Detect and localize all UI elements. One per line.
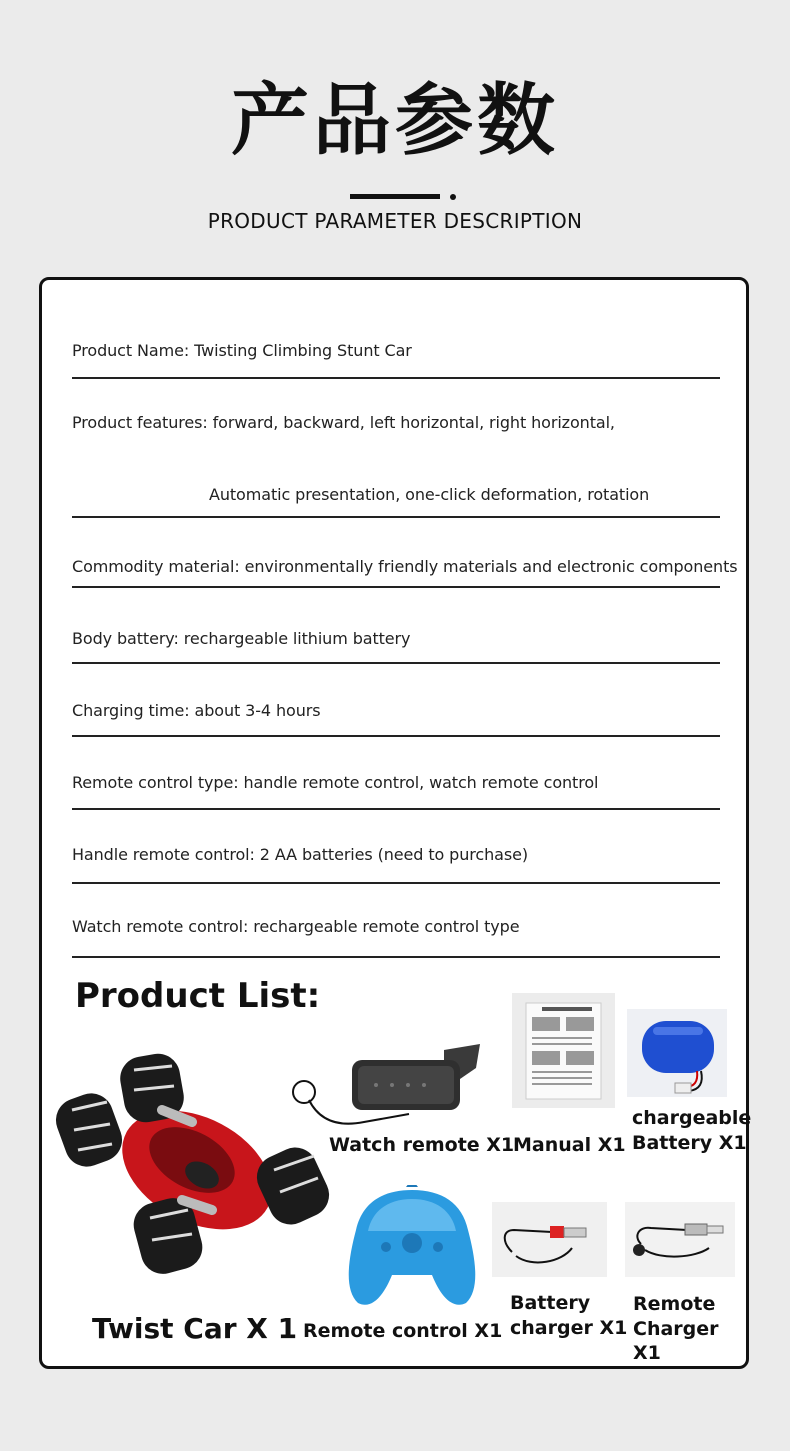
remote-charger-image bbox=[625, 1202, 735, 1277]
divider bbox=[72, 586, 720, 588]
parameter-card bbox=[39, 277, 752, 1369]
divider bbox=[72, 516, 720, 518]
param-handle-remote: Handle remote control: 2 AA batteries (need to purchase) bbox=[72, 845, 528, 864]
battery-label-line1: chargeable bbox=[632, 1107, 752, 1129]
param-features: Product features: forward, backward, left horizontal, right horizontal, bbox=[72, 413, 615, 432]
watch-remote-label: Watch remote X1 bbox=[329, 1134, 515, 1156]
param-material: Commodity material: environmentally friendly materials and electronic components bbox=[72, 557, 738, 576]
manual-image bbox=[512, 993, 615, 1108]
divider bbox=[72, 882, 720, 884]
battery-charger-label-line1: Battery bbox=[510, 1292, 591, 1314]
param-product-name: Product Name: Twisting Climbing Stunt Car bbox=[72, 341, 412, 360]
param-remote-type: Remote control type: handle remote control, watch remote control bbox=[72, 773, 599, 792]
battery-label-line2: Battery X1 bbox=[632, 1131, 747, 1154]
title-underline bbox=[350, 194, 440, 199]
param-watch-remote: Watch remote control: rechargeable remote control type bbox=[72, 917, 520, 936]
divider bbox=[72, 808, 720, 810]
divider bbox=[72, 735, 720, 737]
param-battery: Body battery: rechargeable lithium battery bbox=[72, 629, 411, 648]
divider bbox=[72, 377, 720, 379]
remote-charger-label bbox=[633, 1292, 746, 1366]
divider bbox=[72, 956, 720, 958]
remote-charger-label-line1: Remote bbox=[633, 1293, 716, 1315]
battery-charger-label-line2: charger X1 bbox=[510, 1316, 628, 1339]
manual-label: Manual X1 bbox=[513, 1134, 626, 1156]
remote-control-label: Remote control X1 bbox=[303, 1320, 503, 1342]
battery-label bbox=[632, 1106, 751, 1155]
title-underline-dot bbox=[450, 194, 456, 200]
watch-remote-image bbox=[284, 1040, 484, 1130]
param-features-cont: Automatic presentation, one-click deformation, rotation bbox=[209, 485, 650, 504]
divider bbox=[72, 662, 720, 664]
battery-charger-label bbox=[510, 1291, 627, 1340]
battery-charger-image bbox=[492, 1202, 607, 1277]
param-charging-time: Charging time: about 3-4 hours bbox=[72, 701, 321, 720]
page-title-en: PRODUCT PARAMETER DESCRIPTION bbox=[207, 209, 583, 233]
product-list-title: Product List: bbox=[75, 976, 321, 1016]
remote-charger-label-line2: Charger X1 bbox=[633, 1317, 719, 1365]
twist-car-label: Twist Car X 1 bbox=[92, 1312, 298, 1345]
battery-image bbox=[627, 1009, 727, 1097]
remote-control-image bbox=[342, 1185, 482, 1315]
page-title-cn: 产品参数 bbox=[230, 76, 559, 166]
